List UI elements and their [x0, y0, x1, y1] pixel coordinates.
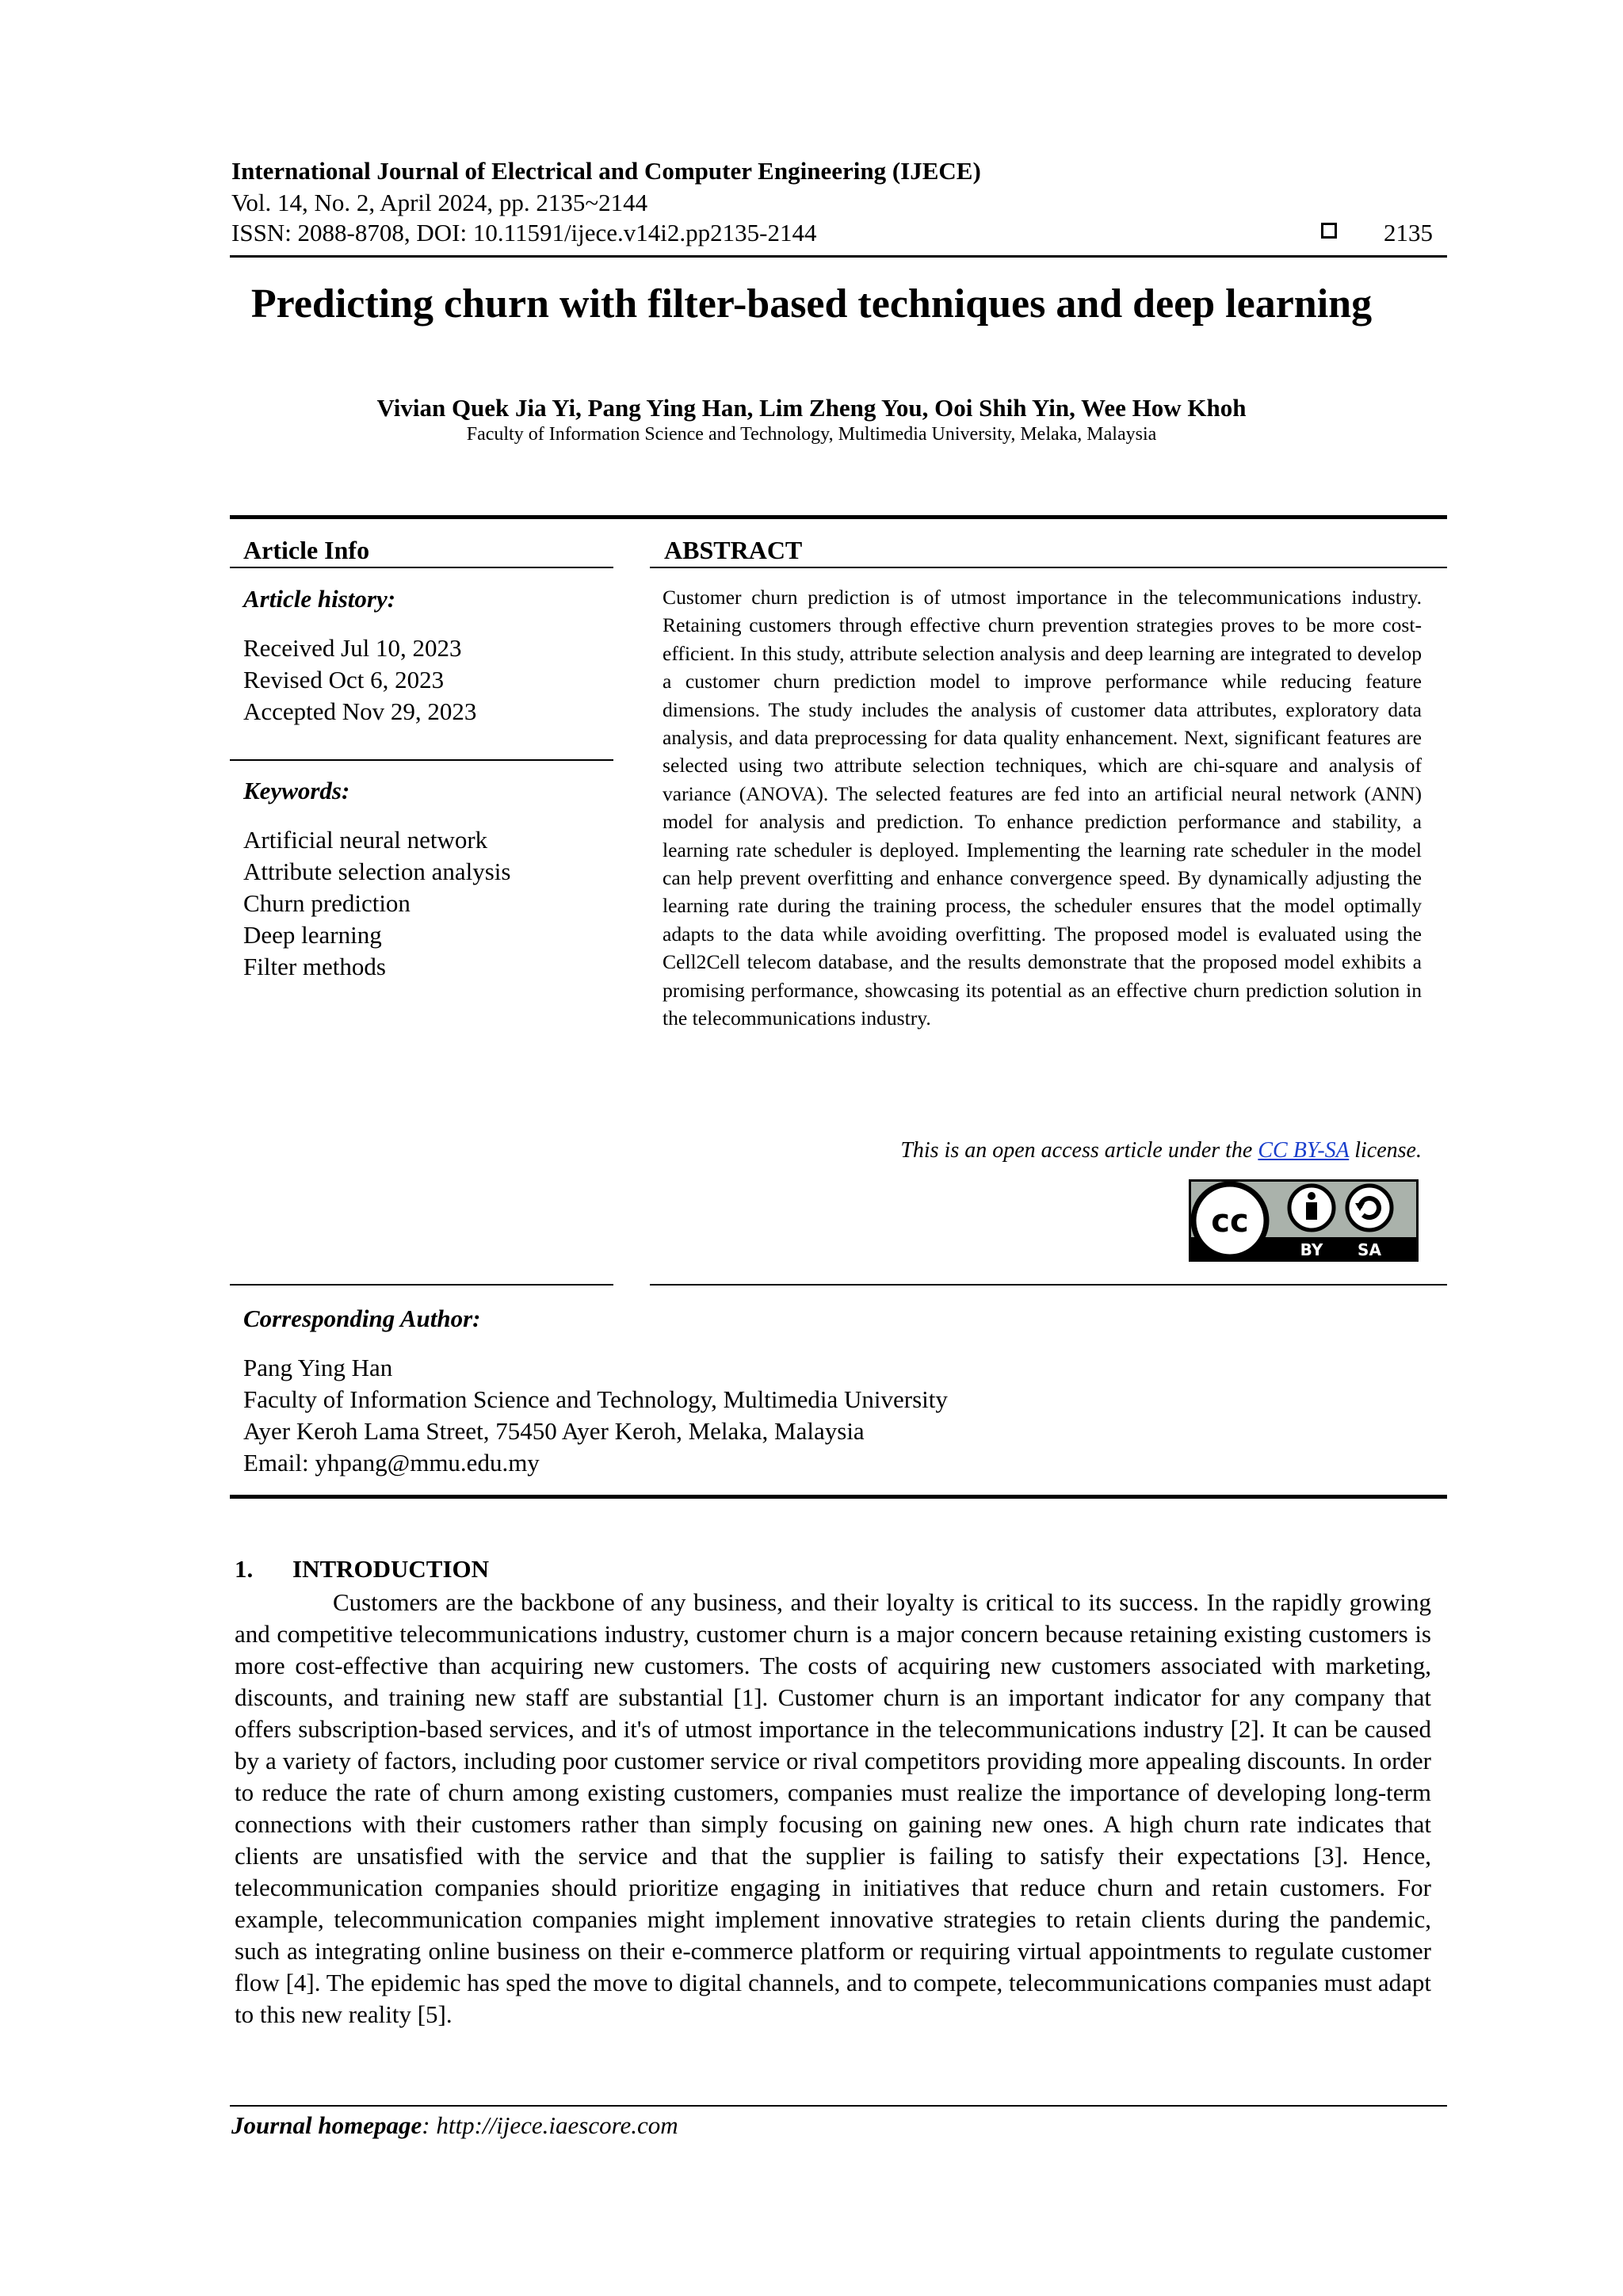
corresponding-email: Email: yhpang@mmu.edu.my: [243, 1449, 540, 1477]
keywords-rule: [230, 759, 613, 761]
info-box-top-rule: [230, 515, 1447, 519]
intro-paragraph: Customers are the backbone of any business, and their loyalty is critical to its success. In the rapidly growing and competitive telecommunications industry, customer churn is a major concern because retaining existing customers is more cost-effective than acquiring new customers. The costs of acquiring new customers associated with marketing, discounts, and training new staff are substantial [1]. Customer churn is an important indicator for any company that offers subscription-based services, and it's of utmost importance in the telecommunications industry [2]. It can be caused by a variety of factors, including poor customer service or rival competitors providing more appealing discounts. In order to reduce the rate of churn among existing customers, companies must realize the importance of developing long-term connections with their customers rather than simply focusing on gaining new ones. A high churn rate indicates that clients are unsatisfied with the service and that the supplier is failing to satisfy their expectations [3]. Hence, telecommunication companies should prioritize engaging in initiatives that reduce churn and retain customers. For example, telecommunication companies might implement innovative strategies to retain clients during the pandemic, such as integrating online business on their e-commerce platform or requiring virtual appointments to regulate customer flow [4]. The epidemic has sped the move to digital channels, and to compete, telecommunications companies must adapt to this new reality [5].: [235, 1588, 1431, 2028]
article-info-rule: [230, 567, 613, 568]
corresponding-heading: Corresponding Author:: [243, 1305, 481, 1332]
abstract-rule: [650, 567, 1447, 568]
footer-rule: [230, 2105, 1447, 2107]
license-prefix: This is an open access article under the: [900, 1138, 1253, 1163]
history-accepted: Accepted Nov 29, 2023: [243, 697, 477, 725]
corresponding-name: Pang Ying Han: [243, 1354, 393, 1381]
journal-homepage: [231, 2111, 678, 2140]
cc-by-sa-badge-icon[interactable]: [1189, 1179, 1419, 1262]
footer-label: Journal homepage: [231, 2111, 422, 2139]
keyword-item: Artificial neural network: [243, 826, 488, 854]
footer-url[interactable]: : http://ijece.iaescore.com: [422, 2111, 678, 2139]
header-rule: [230, 255, 1447, 258]
keyword-item: Deep learning: [243, 921, 382, 949]
issn-doi: ISSN: 2088-8708, DOI: 10.11591/ijece.v14i2.pp2135-2144: [231, 219, 817, 246]
cc-glyph: cc: [1211, 1203, 1249, 1240]
paper-title: Predicting churn with filter-based techniques and deep learning: [250, 281, 1373, 327]
journal-name: International Journal of Electrical and Computer Engineering (IJECE): [231, 157, 981, 185]
keyword-item: Attribute selection analysis: [243, 858, 511, 885]
affiliation: Faculty of Information Science and Technology, Multimedia University, Melaka, Malaysia: [466, 424, 1157, 445]
license-statement: [900, 1138, 1422, 1163]
author-list: Vivian Quek Jia Yi, Pang Ying Han, Lim Zheng You, Ooi Shih Yin, Wee How Khoh: [376, 394, 1247, 422]
abstract-text: Customer churn prediction is of utmost importance in the telecommunications industry. Retaining customers through effective churn prevention strategies proves to be more cost-efficient. In this study, attribute selection analysis and deep learning are integrated to develop a customer churn prediction model to improve performance while reducing feature dimensions. The study includes the analysis of customer data attributes, exploratory data analysis, and data preprocessing for data quality enhancement. Next, significant features are selected using two attribute selection techniques, which are chi-square and analysis of variance (ANOVA). The selected features are fed into an artificial neural network (ANN) model for analysis and prediction. To enhance prediction performance and stability, a learning rate scheduler is deployed. Implementing the learning rate scheduler in the model can help prevent overfitting and enhance convergence speed. By dynamically adjusting the learning rate during the training process, the scheduler ensures that the model optimally adapts to the data while avoiding overfitting. The proposed model is evaluated using the Cell2Cell telecom database, and the results demonstrate that the proposed model exhibits a promising performance, showcasing its potential as an effective churn prediction solution in the telecommunications industry.: [663, 586, 1422, 1030]
keyword-item: Churn prediction: [243, 889, 411, 917]
cc-by-sa-link[interactable]: CC BY-SA: [1258, 1138, 1350, 1163]
abstract-bottom-rule: [650, 1284, 1447, 1286]
intro-heading: [235, 1555, 489, 1584]
info-box-bottom-rule: [230, 1495, 1447, 1499]
keyword-item: Filter methods: [243, 953, 386, 980]
volume-info: Vol. 14, No. 2, April 2024, pp. 2135~2144: [231, 189, 648, 216]
license-suffix: license.: [1354, 1138, 1422, 1163]
checkbox-square-icon: [1321, 223, 1337, 239]
intro-title: INTRODUCTION: [292, 1555, 490, 1583]
corresponding-dept: Faculty of Information Science and Technology, Multimedia University: [243, 1385, 948, 1413]
article-info-heading: Article Info: [243, 536, 370, 564]
keywords-heading: Keywords:: [243, 777, 350, 804]
abstract-heading: ABSTRACT: [664, 536, 803, 564]
badge-by-text: BY: [1300, 1240, 1323, 1259]
article-info-bottom-rule: [230, 1284, 613, 1286]
history-received: Received Jul 10, 2023: [243, 634, 462, 662]
page-number: 2135: [1384, 219, 1433, 246]
badge-sa-text: SA: [1358, 1240, 1381, 1259]
intro-number: 1.: [235, 1555, 254, 1583]
corresponding-address: Ayer Keroh Lama Street, 75450 Ayer Keroh, Melaka, Malaysia: [243, 1417, 865, 1445]
history-revised: Revised Oct 6, 2023: [243, 666, 445, 693]
article-history-heading: Article history:: [243, 585, 396, 613]
